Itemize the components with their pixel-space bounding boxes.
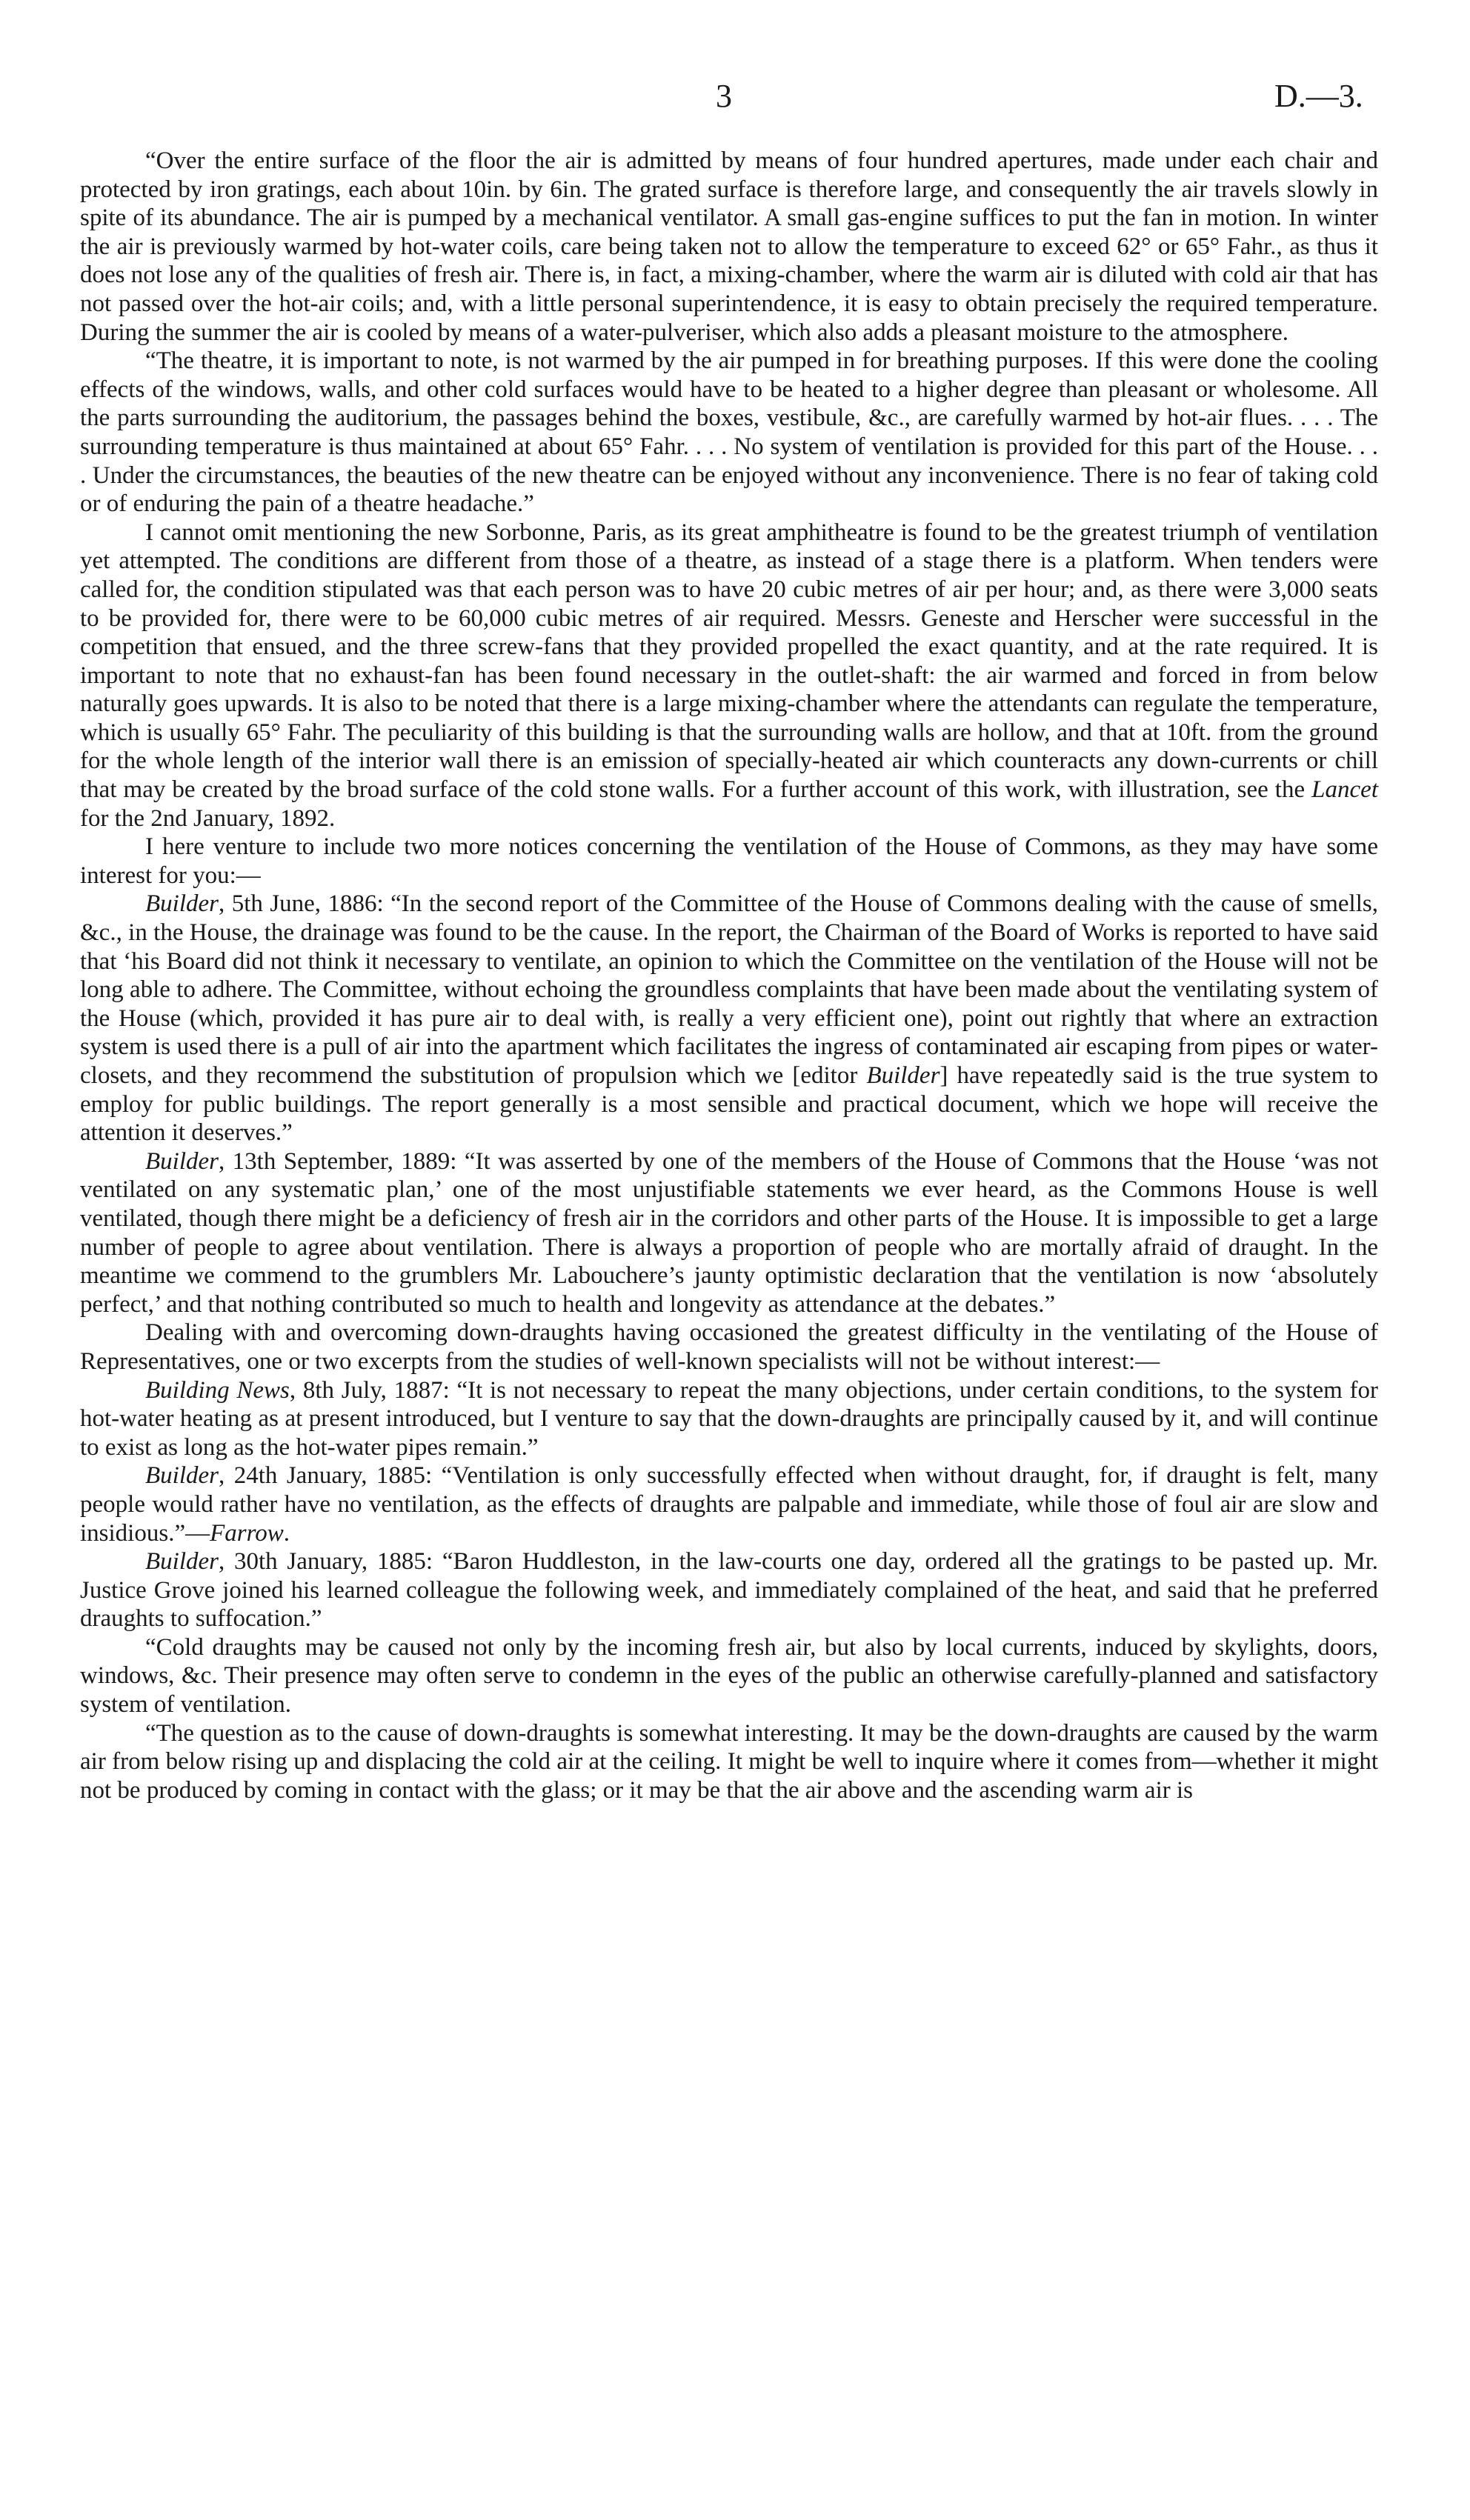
paragraph-down-draughts-intro: Dealing with and overcoming down-draughts having occasioned the greatest difficulty in the ventilating of the House of Representatives, one or two excerpts from the studies of well-known specialists will not be without interest:— [80, 1319, 1378, 1375]
source-citation: Builder [145, 1548, 219, 1576]
paragraph-builder-1889: Builder, 13th September, 1889: “It was asserted by one of the members of the House of Commons that the House ‘was not ventilated on any systematic plan,’ one of the most unjustifiable statements we ever heard, as the Commons House is well ventilated, though there might be a deficiency of fresh air in the corridors and other parts of the House. It is impossible to get a large number of people to agree about ventilation. There is always a proportion of people who are mortally afraid of draught. In the meantime we commend to the grumblers Mr. Labouchere’s jaunty optimistic declaration that the ventilation is now ‘absolutely perfect,’ and that nothing contributed so much to health and longevity as attendance at the debates.” [80, 1147, 1378, 1318]
paragraph-cold-draughts: “Cold draughts may be caused not only by the incoming fresh air, but also by local currents, induced by skylights, doors, windows, &c. Their presence may often serve to condemn in the eyes of the public an otherwise carefully-planned and satisfactory system of ventilation. [80, 1633, 1378, 1719]
lancet-citation: Lancet [1311, 776, 1378, 804]
paragraph-theatre-apertures: “Over the entire surface of the floor the air is admitted by means of four hundred apertures, made under each chair and protected by iron gratings, each about 10in. by 6in. The grated surface is therefore large, and consequently the air travels slowly in spite of its abundance. The air is pumped by a mechanical ventilator. A small gas-engine suffices to put the fan in motion. In winter the air is previously warmed by hot-water coils, care being taken not to allow the temperature to exceed 62° or 65° Fahr., as thus it does not lose any of the qualities of fresh air. There is, in fact, a mixing-chamber, where the warm air is diluted with cold air that has not passed over the hot-air coils; and, with a little personal superintendence, it is easy to obtain precisely the required temperature. During the summer the air is cooled by means of a water-pulveriser, which also adds a pleasant moisture to the atmosphere. [80, 147, 1378, 346]
paragraph-theatre-warming: “The theatre, it is important to note, is not warmed by the air pumped in for breathing purposes. If this were done the cooling effects of the windows, walls, and other cold surfaces would have to be heated to a higher degree than pleasant or wholesome. All the parts surrounding the auditorium, the passages behind the boxes, vestibule, &c., are carefully warmed by hot-air flues. . . . The surrounding temperature is thus maintained at about 65° Fahr. . . . No system of ventilation is provided for this part of the House. . . . Under the circumstances, the beauties of the new theatre can be enjoyed without any inconvenience. There is no fear of taking cold or of enduring the pain of a theatre headache.” [80, 347, 1378, 518]
page-number: 3 [716, 78, 732, 114]
paragraph-commons-intro: I here venture to include two more notices concerning the ventilation of the House of Commons, as they may have some interest for you:— [80, 833, 1378, 889]
source-citation: Builder [145, 1147, 219, 1175]
paragraph-builder-jan30-1885: Builder, 30th January, 1885: “Baron Huddleston, in the law-courts one day, ordered all the gratings to be pasted up. Mr. Justice Grove joined his learned colleague the following week, and immediately complained of the heat, and said that he preferred draughts to suffocation.” [80, 1548, 1378, 1633]
document-reference: D.—3. [1274, 78, 1363, 114]
paragraph-builder-jan24-1885: Builder, 24th January, 1885: “Ventilation is only successfully effected when without draught, for, if draught is felt, many people would rather have no ventilation, as the effects of draughts are palpable and immediate, while those of foul air are slow and insidious.”—Farrow. [80, 1462, 1378, 1547]
source-citation: Builder [145, 1462, 219, 1490]
paragraph-down-draught-cause: “The question as to the cause of down-draughts is somewhat interesting. It may be the down-draughts are caused by the warm air from below rising up and displacing the cold air at the ceiling. It might be well to inquire where it comes from—whether it might not be produced by coming in contact with the glass; or it may be that the air above and the ascending warm air is [80, 1719, 1378, 1804]
paragraph-builder-1886: Builder, 5th June, 1886: “In the second report of the Committee of the House of Commons dealing with the cause of smells, &c., in the House, the drainage was found to be the cause. In the report, the Chairman of the Board of Works is reported to have said that ‘his Board did not think it necessary to ventilate, an opinion to which the Committee on the ventilation of the House will not be long able to adhere. The Committee, without echoing the groundless complaints that have been made about the ventilating system of the House (which, provided it has pure air to deal with, is really a very efficient one), point out rightly that where an extraction system is used there is a pull of air into the apartment which facilitates the ingress of contaminated air escaping from pipes or water-closets, and they recommend the substitution of propulsion which we [editor Builder] have repeatedly said is the true system to employ for public buildings. The report generally is a most sensible and practical document, which we hope will receive the attention it deserves.” [80, 890, 1379, 1147]
body-text [80, 147, 1378, 1804]
paragraph-sorbonne: I cannot omit mentioning the new Sorbonne, Paris, as its great amphitheatre is found to be the greatest triumph of ventilation yet attempted. The conditions are different from those of a theatre, as instead of a stage there is a platform. When tenders were called for, the condition stipulated was that each person was to have 20 cubic metres of air per hour; and, as there were 3,000 seats to be provided for, there were to be 60,000 cubic metres of air required. Messrs. Geneste and Herscher were successful in the competition that ensued, and the three screw-fans that they provided propelled the exact quantity, and at the rate required. It is important to note that no exhaust-fan has been found necessary in the outlet-shaft: the air warmed and forced in from below naturally goes upwards. It is also to be noted that there is a large mixing-chamber where the attendants can regulate the temperature, which is usually 65° Fahr. The peculiarity of this building is that the surrounding walls are hollow, and that at 10ft. from the ground for the whole length of the interior wall there is an emission of specially-heated air which counteracts any down-currents or chill that may be created by the broad surface of the cold stone walls. For a further account of this work, with illustration, see the Lancet for the 2nd January, 1892. [80, 519, 1378, 832]
source-citation: Building News [145, 1376, 290, 1404]
paragraph-building-news-1887: Building News, 8th July, 1887: “It is not necessary to repeat the many objections, under certain conditions, to the system for hot-water heating as at present introduced, but I venture to say that the down-draughts are principally caused by it, and will continue to exist as long as the hot-water pipes remain.” [80, 1376, 1378, 1461]
source-citation: Builder [145, 890, 219, 918]
